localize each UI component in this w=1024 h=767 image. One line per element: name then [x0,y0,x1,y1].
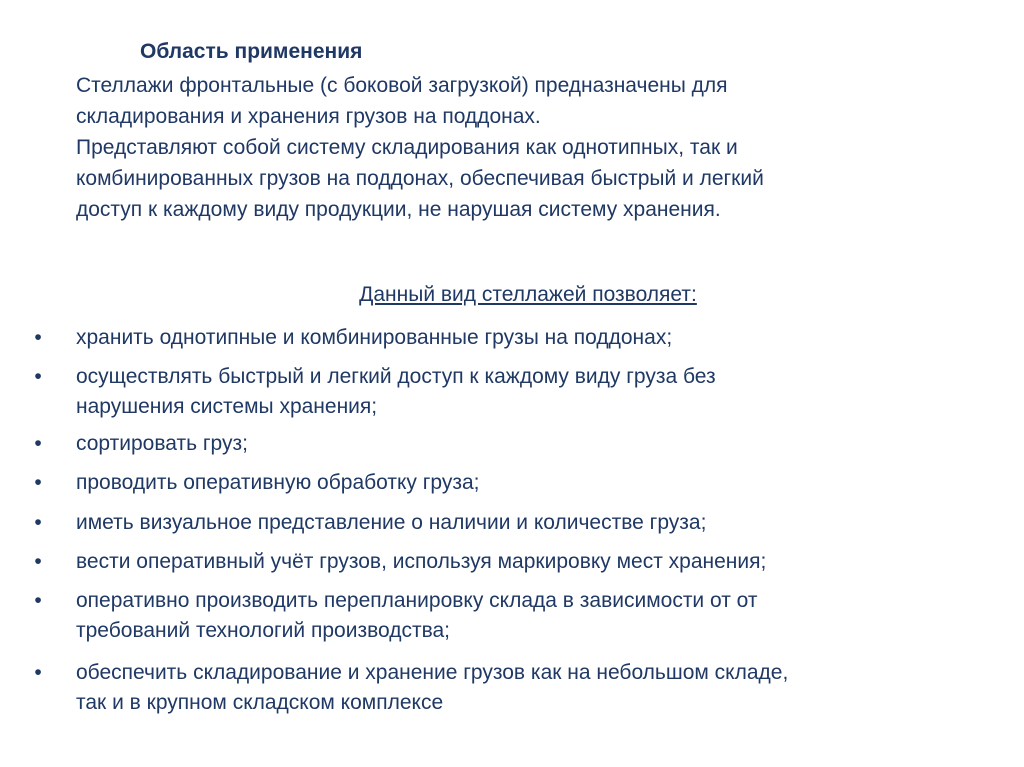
bullet-marker: • [34,326,42,349]
list-item-line: осуществлять быстрый и легкий доступ к каждому виду груза без [76,365,716,388]
list-item-line: нарушения системы хранения; [76,395,378,418]
list-item-text [76,547,976,577]
intro-line: доступ к каждому виду продукции, не нарушая систему хранения. [76,198,721,221]
list-heading: Данный вид стеллажей позволяет: [359,283,697,306]
list-item-line: иметь визуальное представление о наличии и количестве груза; [76,511,707,534]
list-item-text [76,468,976,498]
list-item-text [76,586,976,646]
list-item-text [76,323,976,353]
bullet-marker: • [34,471,42,494]
bullet-marker: • [34,661,42,684]
list-item-line: требований технологий производства; [76,619,451,642]
list-item-line: обеспечить складирование и хранение грузов как на небольшом складе, [76,661,789,684]
section-heading: Область применения [140,40,363,63]
bullet-marker: • [34,432,42,455]
intro-line: комбинированных грузов на поддонах, обеспечивая быстрый и легкий [76,167,764,190]
list-item-line: вести оперативный учёт грузов, используя маркировку мест хранения; [76,550,767,573]
list-item-line: так и в крупном складском комплексе [76,691,444,714]
list-item-line: оперативно производить перепланировку склада в зависимости от от [76,589,758,612]
list-item-line: хранить однотипные и комбинированные грузы на поддонах; [76,326,673,349]
intro-line: складирования и хранения грузов на поддонах. [76,105,541,128]
list-item-line: сортировать груз; [76,432,248,455]
list-item-line: проводить оперативную обработку груза; [76,471,480,494]
bullet-marker: • [34,365,42,388]
bullet-marker: • [34,550,42,573]
bullet-marker: • [34,589,42,612]
intro-line: Стеллажи фронтальные (с боковой загрузкой) предназначены для [76,74,728,97]
list-item-text [76,429,976,459]
intro-line: Представляют собой систему складирования как однотипных, так и [76,136,738,159]
bullet-marker: • [34,511,42,534]
list-item-text [76,508,976,538]
list-item-text [76,362,976,422]
list-item-text [76,658,976,718]
